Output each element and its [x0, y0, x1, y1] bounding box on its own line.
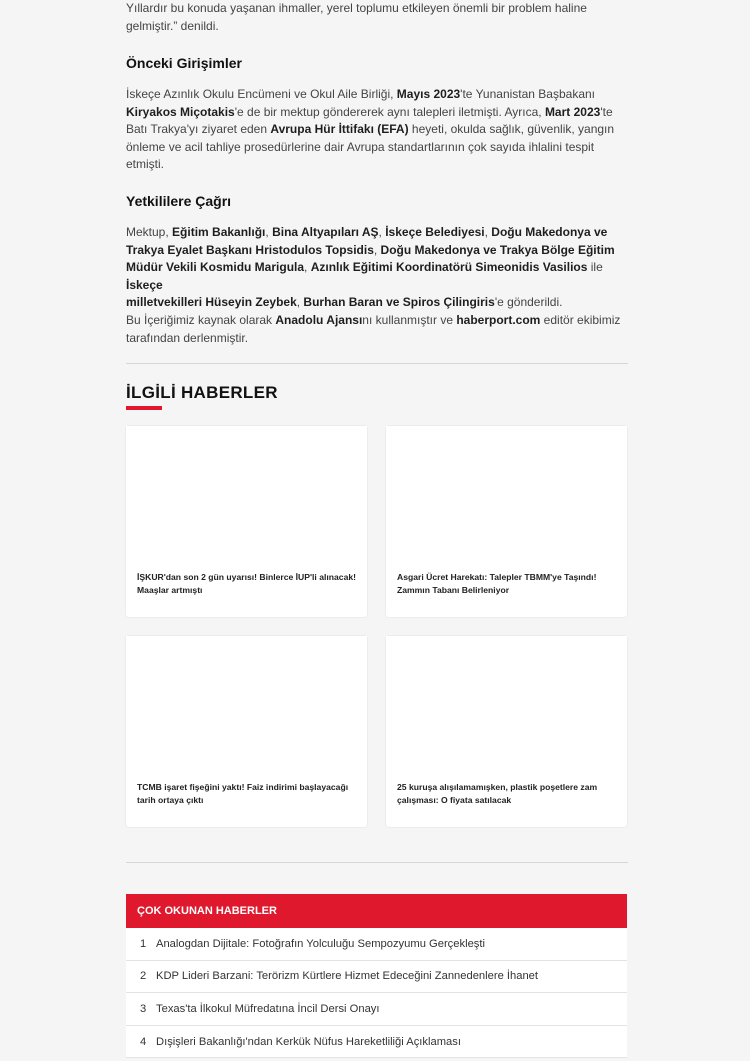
section-heading: Önceki Girişimler	[126, 55, 242, 71]
text: önleme ve acil tahliye prosedürlerine dair Avrupa standartlarının çok sayıda ihlalini tespit	[126, 139, 595, 154]
bold-text: Müdür Vekili Kosmidu Marigula	[126, 260, 305, 275]
bold-text: Kiryakos Miçotakis	[126, 104, 235, 119]
related-news-title: İLGİLİ HABERLER	[126, 383, 278, 402]
text: Batı Trakya'yı ziyaret eden	[126, 122, 271, 137]
text: Mektup,	[126, 225, 173, 239]
text: nı kullanmıştır ve	[362, 313, 457, 327]
source-link[interactable]: Anadolu Ajansı	[275, 313, 363, 327]
news-card-title[interactable]: Asgari Ücret Harekatı: Talepler TBMM'ye Taşındı! Zammın Tabanı Belirleniyor	[397, 572, 597, 595]
news-card-image[interactable]	[126, 636, 367, 776]
text: ,	[378, 225, 386, 239]
bold-text: Mart 2023	[544, 104, 601, 119]
news-card-title[interactable]: TCMB işaret fişeğini yaktı! Faiz indirimi başlayacağı tarih ortaya çıktı	[137, 782, 349, 805]
most-read-item[interactable]	[126, 928, 627, 961]
divider	[126, 363, 628, 364]
text: ,	[304, 260, 311, 275]
news-card[interactable]	[386, 426, 627, 617]
item-number: 3	[140, 1002, 147, 1015]
most-read-item[interactable]	[126, 1026, 627, 1059]
bold-text: İskeçe	[126, 277, 163, 292]
divider	[126, 862, 628, 863]
item-number: 1	[140, 937, 147, 950]
bold-text: Bina Altyapıları AŞ	[272, 225, 379, 239]
text: ,	[265, 225, 273, 239]
text: Yıllardır bu konuda yaşanan ihmaller, yerel toplumu etkileyen önemli bir problem haline	[126, 1, 587, 15]
text: heyeti, okulda sağlık, güvenlik, yangın	[408, 122, 615, 137]
text: İskeçe Azınlık Okulu Encümeni ve Okul Aile Birliği,	[126, 87, 397, 101]
news-card[interactable]	[126, 426, 367, 617]
source-note	[126, 312, 628, 347]
text: gelmiştir.” denildi.	[126, 18, 219, 33]
bold-text: milletvekilleri Hüseyin Zeybek	[126, 295, 297, 310]
news-card-image[interactable]	[386, 426, 627, 566]
text: 'te Yunanistan Başbakanı	[460, 87, 596, 101]
item-title[interactable]: Dışişleri Bakanlığı'ndan Kerkük Nüfus Hareketliliği Açıklaması	[156, 1035, 461, 1048]
text: 'e de bir mektup göndererek aynı talepleri iletmişti. Ayrıca,	[234, 104, 545, 119]
news-card-title[interactable]: 25 kuruşa alışılamamışken, plastik poşetlere zam çalışması: O fiyata satılacak	[397, 782, 598, 805]
text: editör ekibimiz	[540, 313, 621, 327]
text: Bu İçeriğimiz kaynak olarak	[126, 313, 276, 327]
text: ,	[296, 295, 304, 310]
bold-text: Doğu Makedonya ve	[491, 225, 608, 239]
news-card-image[interactable]	[386, 636, 627, 776]
news-card[interactable]	[386, 636, 627, 827]
bold-text: Azınlık Eğitimi Koordinatörü Simeonidis Vasilios	[310, 260, 588, 275]
site-link[interactable]: haberport.com	[456, 313, 541, 327]
news-card-image[interactable]	[126, 426, 367, 566]
title-underline	[126, 406, 162, 410]
text: etmişti.	[126, 157, 165, 172]
news-card[interactable]	[126, 636, 367, 827]
text: ,	[373, 242, 381, 257]
article-paragraph	[126, 0, 628, 35]
item-number: 2	[140, 970, 147, 983]
most-read-item[interactable]	[126, 961, 627, 994]
news-card-title[interactable]: İŞKUR'dan son 2 gün uyarısı! Binlerce İUP'li alınacak! Maaşlar artmıştı	[137, 572, 356, 595]
item-title[interactable]: Texas'ta İlkokul Müfredatına İncil Dersi Onayı	[156, 1002, 380, 1015]
section-heading: Yetkililere Çağrı	[126, 193, 232, 209]
text: 'e gönderildi.	[494, 295, 563, 310]
bold-text: Eğitim Bakanlığı	[172, 225, 266, 239]
article-paragraph	[126, 224, 628, 312]
item-title[interactable]: Analogdan Dijitale: Fotoğrafın Yolculuğu Sempozyumu Gerçekleşti	[156, 937, 485, 950]
bold-text: İskeçe Belediyesi	[385, 225, 485, 239]
item-number: 4	[140, 1035, 147, 1048]
bold-text: Mayıs 2023	[396, 87, 461, 101]
bold-text: Burhan Baran ve Spiros Çilingiris	[303, 295, 495, 310]
text: ,	[484, 225, 492, 239]
text: ile	[587, 260, 603, 275]
article-paragraph	[126, 86, 628, 174]
bold-text: Doğu Makedonya ve Trakya Bölge Eğitim	[380, 242, 615, 257]
bold-text: Trakya Eyalet Başkanı Hristodulos Topsidis	[126, 242, 374, 257]
bold-text: Avrupa Hür İttifakı (EFA)	[270, 122, 409, 137]
text: tarafından derlenmiştir.	[126, 330, 249, 345]
most-read-title: ÇOK OKUNAN HABERLER	[126, 894, 627, 928]
item-title[interactable]: KDP Lideri Barzani: Terörizm Kürtlere Hizmet Edeceğini Zannedenlere İhanet	[156, 970, 539, 983]
most-read-item[interactable]	[126, 993, 627, 1026]
related-news-heading	[126, 383, 278, 410]
most-read-box	[126, 894, 627, 1058]
text: 'te	[600, 104, 613, 119]
